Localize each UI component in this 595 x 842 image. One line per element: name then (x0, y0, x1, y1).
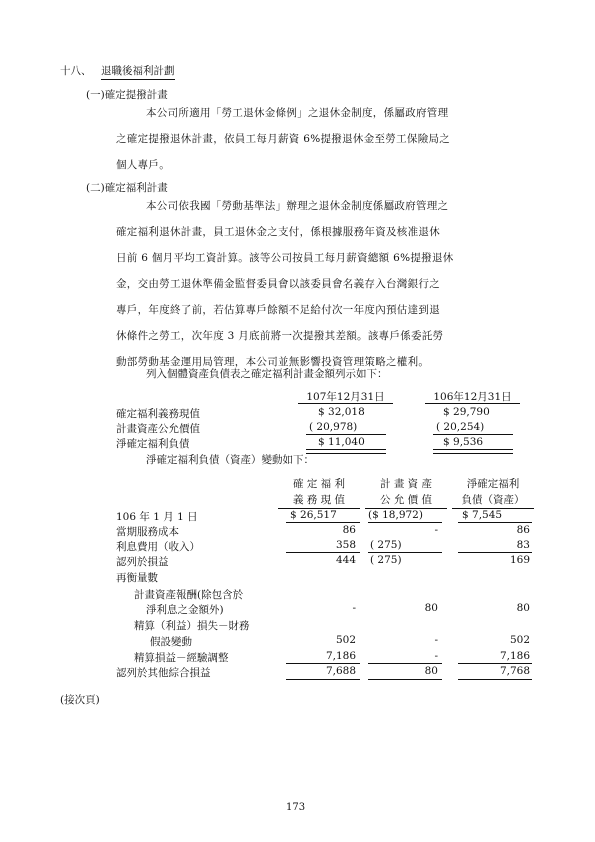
table2-cell: 502 (335, 634, 356, 646)
table2-balance-rule (368, 522, 442, 523)
sub2-line: 金，交由勞工退休準備金監督委員會以該委員會名義存入台灣銀行之 (116, 278, 440, 290)
table2-subtotal-rule (458, 679, 532, 680)
table2-subtotal-rule (458, 663, 532, 664)
sub2-line: 休條件之勞工，次年度 3 月底前將一次提撥其差額。該專戶係委託勞 (116, 330, 444, 342)
table2-subtotal-rule (286, 663, 360, 664)
table2-cell: ( 275) (370, 539, 402, 551)
sub1-paragraph (116, 100, 540, 178)
sub1-line: 之確定提撥退休計畫，依員工每月薪資 6%提撥退休金至勞工保險局之 (116, 133, 451, 145)
table2-cell: 169 (509, 554, 530, 566)
table2-cell: ($ 18,972) (368, 509, 423, 521)
table1-row-value: $ 32,018 (318, 406, 365, 418)
table2-cell: - (434, 634, 438, 646)
table2-cell: 502 (509, 634, 530, 646)
sub2-line: 專戶，年度終了前，若估算專戶餘額不足給付次一年度內預估達到退 (116, 304, 440, 316)
table2-cell: - (352, 602, 356, 614)
table2-header-col-a: 確 定 福 利 義 務 現 值 (292, 478, 345, 506)
table2-row-label: 精算（利益）損失－財務 (134, 620, 250, 632)
table2-subtotal-rule (368, 663, 442, 664)
table1-row-value: $ 29,790 (443, 406, 490, 418)
table2-balance-rule (458, 522, 532, 523)
table1-row-value: ( 20,254) (436, 421, 485, 433)
table2-row-label: 淨利息之金額外) (146, 604, 224, 616)
section-title: 退職後福利計劃 (101, 63, 175, 80)
page-number: 173 (286, 802, 306, 813)
table2-cell: - (434, 524, 438, 536)
table2-row-label: 利息費用（收入） (116, 541, 200, 553)
table1-col1-header: 107年12月31日 (306, 391, 385, 403)
sub1-line: 本公司所適用「勞工退休金條例」之退休金制度，係屬政府管理 (146, 107, 449, 119)
table1-total-double-rule (306, 449, 386, 454)
table2-row-label: 當期服務成本 (116, 526, 179, 538)
sub2-heading: (二)確定福利計畫 (86, 182, 168, 194)
sub2-line: 確定福利退休計畫，員工退休金之支付，係根據服務年資及核准退休 (116, 226, 440, 238)
table2-cell: $ 26,517 (290, 509, 337, 521)
table2-cell: 7,186 (499, 650, 530, 662)
section-number: 十八、 (60, 65, 92, 77)
table2-subtotal-rule (286, 552, 360, 553)
table1-col2-header-rule (425, 403, 520, 404)
table2-row-label: 認列於其他綜合損益 (116, 667, 211, 679)
table2-cell: 80 (516, 602, 530, 614)
continued-note: (接次頁) (60, 694, 100, 706)
table2-subtotal-rule (458, 552, 532, 553)
table2-cell: 7,768 (499, 665, 530, 677)
table2-row-label: 認列於損益 (116, 556, 169, 568)
table2-cell: 7,186 (325, 650, 356, 662)
table2-cell: 86 (342, 524, 356, 536)
table2-header-col-c: 淨確定福利 負債（資產） (461, 478, 525, 506)
table2-row-label: 再衡量數 (116, 572, 158, 584)
table2-cell: 86 (516, 524, 530, 536)
table1-row-value: $ 9,536 (443, 436, 484, 448)
table2-subtotal-rule (286, 679, 360, 680)
table2-header-col-b: 計 畫 資 產 公 允 價 值 (379, 478, 432, 506)
table1-subtotal-rule (306, 434, 386, 435)
table1-row-label: 淨確定福利負債 (116, 438, 190, 450)
table1-row-value: ( 20,978) (309, 421, 358, 433)
table2-cell: 83 (516, 539, 530, 551)
table1-row-value: $ 11,040 (318, 436, 365, 448)
table2-cell: 7,688 (325, 665, 356, 677)
table1-row-label: 計畫資產公允價值 (116, 423, 200, 435)
sub1-heading: (一)確定提撥計畫 (86, 89, 168, 101)
table2-cell: 444 (335, 554, 356, 566)
table1-col2-header: 106年12月31日 (433, 391, 512, 403)
table1-intro: 列入個體資產負債表之確定福利計畫金額列示如下： (146, 368, 388, 380)
sub1-line: 個人專戶。 (116, 159, 170, 171)
table2-row-label: 106 年 1 月 1 日 (116, 511, 198, 523)
sub2-line: 動部勞動基金運用局管理，本公司並無影響投資管理策略之權利。 (116, 356, 430, 368)
table1-subtotal-rule (433, 434, 513, 435)
table2-cell: - (434, 650, 438, 662)
table2-row-label: 精算損益－經驗調整 (134, 652, 229, 664)
table2-cell: ( 275) (370, 554, 402, 566)
table2-balance-rule (286, 522, 360, 523)
sub2-line: 日前 6 個月平均工資計算。該等公司按員工每月薪資總額 6%提撥退休 (116, 252, 454, 264)
table1-col1-header-rule (298, 403, 393, 404)
table2-row-label: 假設變動 (150, 636, 192, 648)
table2-cell: 80 (424, 602, 438, 614)
table2-cell: 80 (424, 665, 438, 677)
table1-row-label: 確定福利義務現值 (116, 408, 200, 420)
sub2-line: 本公司依我國「勞動基準法」辦理之退休金制度係屬政府管理之 (146, 200, 449, 212)
table2-cell: $ 7,545 (462, 509, 503, 521)
table2-subtotal-rule (368, 552, 442, 553)
table2-row-label: 計畫資產報酬(除包含於 (134, 589, 244, 601)
sub2-paragraph (116, 193, 540, 375)
table1-total-double-rule (433, 449, 513, 454)
table2-intro: 淨確定福利負債（資產）變動如下： (146, 454, 314, 466)
table2-subtotal-rule (368, 679, 442, 680)
table2-cell: 358 (335, 539, 356, 551)
